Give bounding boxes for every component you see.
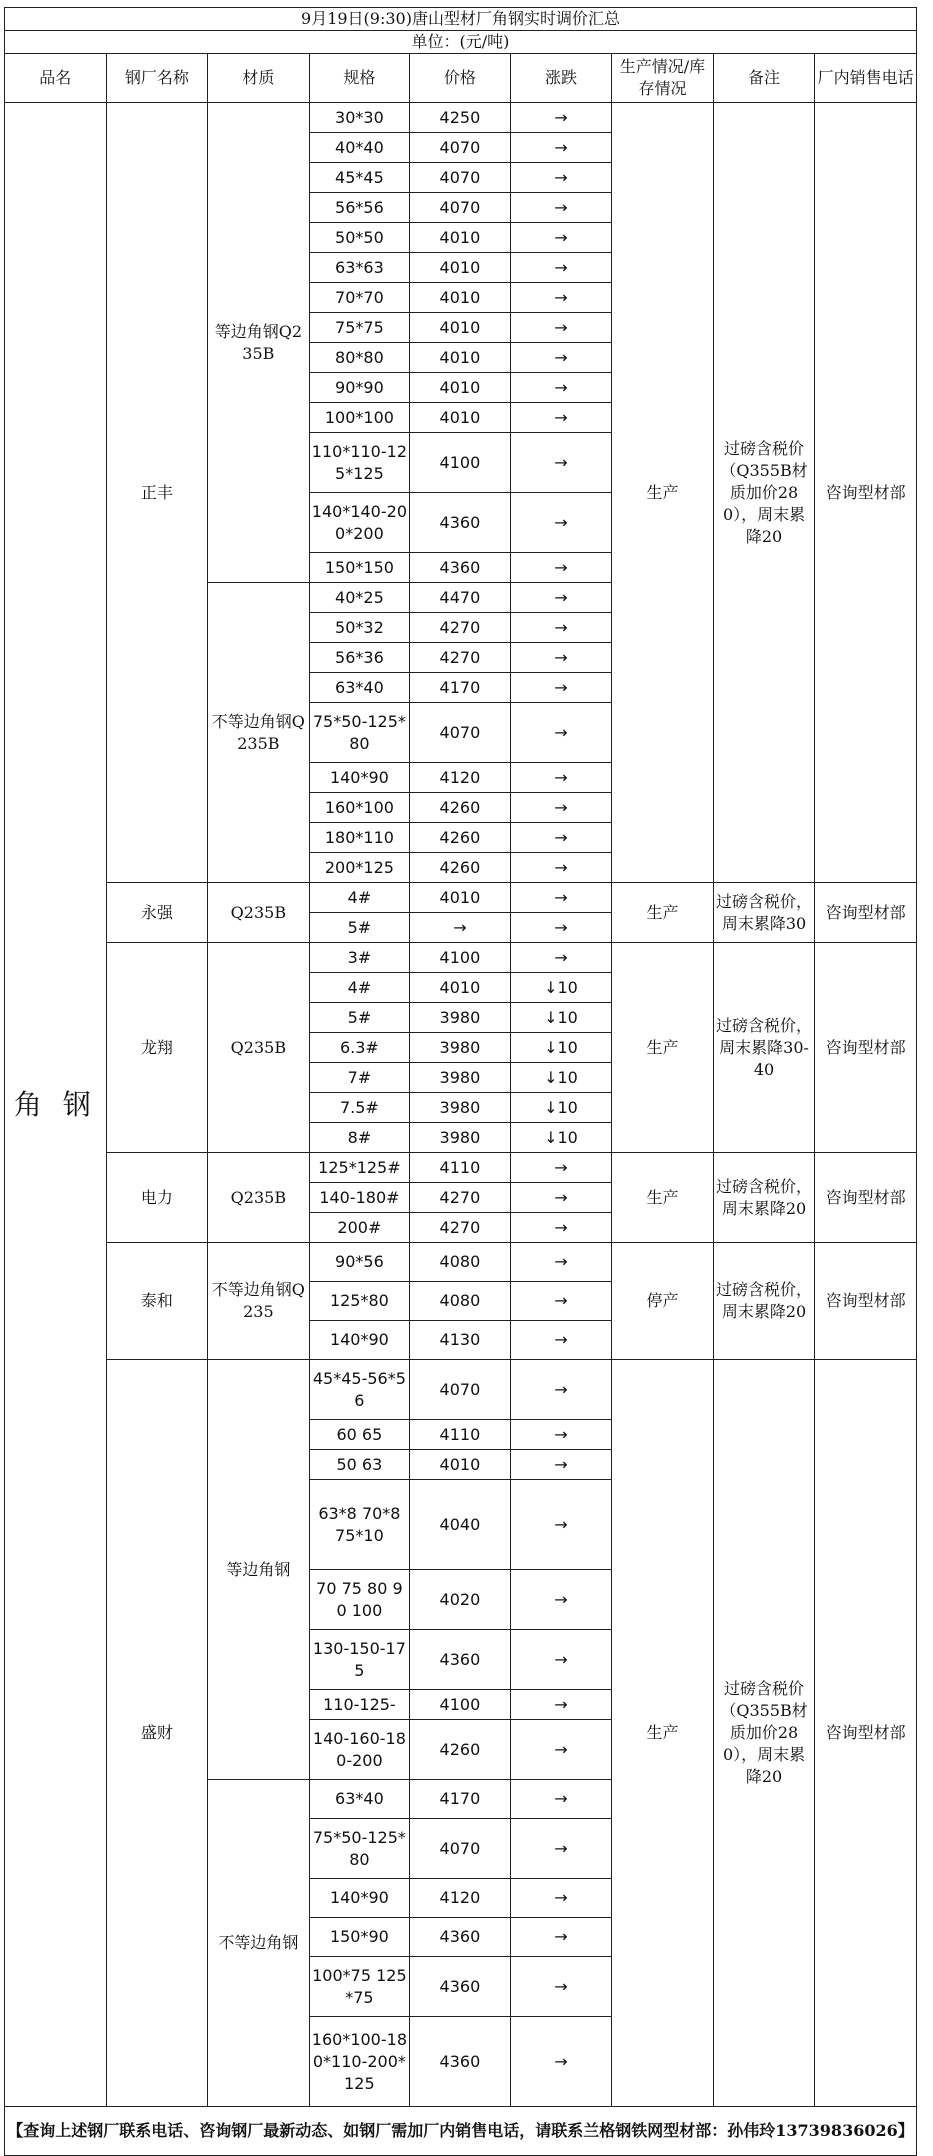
change-cell: → [510,1879,612,1918]
change-cell: → [510,1282,612,1321]
change-cell: → [510,1480,612,1570]
spec-cell: 50*50 [309,223,410,253]
change-cell: → [510,1720,612,1780]
remark-cell: 过磅含税价，周末累降30 [713,883,815,943]
price-cell: 4120 [410,1879,511,1918]
price-cell: 4040 [410,1480,511,1570]
price-cell: 4260 [410,793,511,823]
price-cell: 4080 [410,1282,511,1321]
material-cell: 等边角钢 [208,1360,310,1780]
price-cell: 4120 [410,763,511,793]
unit-label: 单位：(元/吨) [5,31,917,54]
change-cell: → [510,103,612,133]
spec-cell: 160*100-180*110-200*125 [309,2017,410,2107]
status-cell: 生产 [612,883,714,943]
status-cell: 生产 [612,943,714,1153]
change-cell: → [510,613,612,643]
table-row [5,943,917,973]
change-cell: → [510,1957,612,2017]
material-cell: Q235B [208,943,310,1153]
mill-name-cell: 正丰 [106,103,208,883]
spec-cell: 6.3# [309,1033,410,1063]
spec-cell: 60 65 [309,1420,410,1450]
price-cell: 4070 [410,133,511,163]
price-cell: 4270 [410,1213,511,1243]
spec-cell: 63*63 [309,253,410,283]
header-remark: 备注 [713,54,815,103]
mill-name-cell: 永强 [106,883,208,943]
material-cell: 不等边角钢 [208,1780,310,2107]
price-cell: 4110 [410,1420,511,1450]
mill-name-cell: 电力 [106,1153,208,1243]
change-cell: ↓10 [510,1033,612,1063]
price-cell: 4070 [410,703,511,763]
price-cell: 4010 [410,973,511,1003]
price-cell: 4260 [410,823,511,853]
remark-cell: 过磅含税价，周末累降20 [713,1153,815,1243]
material-cell: 等边角钢Q235B [208,103,310,583]
change-cell: → [510,1321,612,1360]
table-row [5,1243,917,1282]
price-cell: 4470 [410,583,511,613]
spec-cell: 5# [309,913,410,943]
price-cell: 4080 [410,1243,511,1282]
spec-cell: 50 63 [309,1450,410,1480]
status-cell: 生产 [612,1360,714,2107]
spec-cell: 8# [309,1123,410,1153]
spec-cell: 200# [309,1213,410,1243]
header-product: 品名 [5,54,107,103]
price-cell: 4010 [410,223,511,253]
table-row [5,1153,917,1183]
price-cell: 4010 [410,373,511,403]
price-cell: 4360 [410,1630,511,1690]
price-cell: 4100 [410,433,511,493]
remark-cell: 过磅含税价（Q355B材质加价280），周末累降20 [713,103,815,883]
phone-cell: 咨询型材部 [815,883,917,943]
spec-cell: 140-180# [309,1183,410,1213]
price-cell: 4360 [410,2017,511,2107]
spec-cell: 150*150 [309,553,410,583]
change-cell: → [510,823,612,853]
change-cell: ↓10 [510,1123,612,1153]
footer-note: 【查询上述钢厂联系电话、咨询钢厂最新动态、如钢厂需加厂内销售电话，请联系兰格钢铁网型材部：孙伟玲13739836026】 [5,2107,917,2156]
spec-cell: 30*30 [309,103,410,133]
spec-cell: 75*50-125*80 [309,1819,410,1879]
price-cell: 4010 [410,343,511,373]
change-cell: ↓10 [510,1093,612,1123]
price-cell: 4360 [410,1918,511,1957]
phone-cell: 咨询型材部 [815,1360,917,2107]
change-cell: → [510,223,612,253]
price-cell: 4070 [410,163,511,193]
spec-cell: 125*125# [309,1153,410,1183]
change-cell: → [510,1570,612,1630]
price-cell: 3980 [410,1003,511,1033]
spec-cell: 100*75 125*75 [309,1957,410,2017]
price-cell: 4130 [410,1321,511,1360]
change-cell: → [510,1918,612,1957]
change-cell: → [510,343,612,373]
price-table [4,7,917,2156]
spec-cell: 4# [309,973,410,1003]
change-cell: → [510,853,612,883]
price-cell: 4070 [410,1819,511,1879]
spec-cell: 160*100 [309,793,410,823]
change-cell: → [510,163,612,193]
price-cell: 3980 [410,1123,511,1153]
phone-cell: 咨询型材部 [815,1243,917,1360]
price-cell: 4010 [410,883,511,913]
header-material: 材质 [208,54,310,103]
change-cell: → [510,1360,612,1420]
change-cell: → [510,283,612,313]
price-cell: 4020 [410,1570,511,1630]
change-cell: → [510,1819,612,1879]
spec-cell: 45*45-56*56 [309,1360,410,1420]
change-cell: → [510,673,612,703]
spec-cell: 70*70 [309,283,410,313]
table-row [5,103,917,133]
change-cell: → [510,943,612,973]
change-cell: → [510,883,612,913]
spec-cell: 40*25 [309,583,410,613]
table-title: 9月19日(9:30)唐山型材厂角钢实时调价汇总 [5,8,917,31]
status-cell: 生产 [612,1153,714,1243]
change-cell: → [510,1420,612,1450]
spec-cell: 5# [309,1003,410,1033]
price-cell: 4270 [410,613,511,643]
price-cell: 4360 [410,553,511,583]
change-cell: → [510,1153,612,1183]
price-cell: 4360 [410,1957,511,2017]
change-cell: → [510,1690,612,1720]
header-status: 生产情况/库存情况 [612,54,714,103]
change-cell: → [510,403,612,433]
price-cell: 4100 [410,1690,511,1720]
spec-cell: 50*32 [309,613,410,643]
price-cell: 4270 [410,1183,511,1213]
price-cell: 4110 [410,1153,511,1183]
mill-name-cell: 泰和 [106,1243,208,1360]
spec-cell: 140*90 [309,763,410,793]
spec-cell: 125*80 [309,1282,410,1321]
remark-cell: 过磅含税价，周末累降20 [713,1243,815,1360]
price-cell: 4070 [410,1360,511,1420]
spec-cell: 56*56 [309,193,410,223]
change-cell: → [510,2017,612,2107]
phone-cell: 咨询型材部 [815,943,917,1153]
product-name-cell: 角 钢 [5,103,107,2107]
change-cell: → [510,133,612,163]
change-cell: → [510,1450,612,1480]
price-cell: 4010 [410,313,511,343]
change-cell: → [510,1780,612,1819]
spec-cell: 140-160-180-200 [309,1720,410,1780]
table-row [5,883,917,913]
price-cell: 4010 [410,283,511,313]
spec-cell: 75*50-125*80 [309,703,410,763]
price-cell: 4360 [410,493,511,553]
price-cell: 4260 [410,853,511,883]
change-cell: → [510,583,612,613]
spec-cell: 110-125- [309,1690,410,1720]
material-cell: 不等边角钢Q235 [208,1243,310,1360]
price-cell: 4100 [410,943,511,973]
change-cell: ↓10 [510,973,612,1003]
price-cell: 4070 [410,193,511,223]
change-cell: → [510,1183,612,1213]
change-cell: → [510,763,612,793]
spec-cell: 7# [309,1063,410,1093]
header-mill: 钢厂名称 [106,54,208,103]
spec-cell: 180*110 [309,823,410,853]
spec-cell: 63*40 [309,1780,410,1819]
price-cell: 4250 [410,103,511,133]
spec-cell: 140*90 [309,1879,410,1918]
price-cell: 4010 [410,403,511,433]
table-row [5,1360,917,1420]
spec-cell: 140*90 [309,1321,410,1360]
change-cell: → [510,1213,612,1243]
change-cell: → [510,913,612,943]
change-cell: → [510,433,612,493]
remark-cell: 过磅含税价，周末累降30-40 [713,943,815,1153]
mill-name-cell: 龙翔 [106,943,208,1153]
price-cell: 4170 [410,673,511,703]
change-cell: → [510,373,612,403]
status-cell: 生产 [612,103,714,883]
spec-cell: 40*40 [309,133,410,163]
spec-cell: 63*40 [309,673,410,703]
price-cell: 3980 [410,1093,511,1123]
price-cell: → [410,913,511,943]
spec-cell: 200*125 [309,853,410,883]
change-cell: → [510,493,612,553]
spec-cell: 110*110-125*125 [309,433,410,493]
table-body [5,103,917,2107]
price-cell: 4270 [410,643,511,673]
spec-cell: 90*90 [309,373,410,403]
spec-cell: 75*75 [309,313,410,343]
change-cell: → [510,703,612,763]
spec-cell: 45*45 [309,163,410,193]
change-cell: → [510,643,612,673]
price-cell: 4260 [410,1720,511,1780]
status-cell: 停产 [612,1243,714,1360]
header-phone: 厂内销售电话 [815,54,917,103]
header-spec: 规格 [309,54,410,103]
spec-cell: 90*56 [309,1243,410,1282]
spec-cell: 56*36 [309,643,410,673]
mill-name-cell: 盛财 [106,1360,208,2107]
spec-cell: 130-150-175 [309,1630,410,1690]
change-cell: → [510,793,612,823]
change-cell: ↓10 [510,1063,612,1093]
material-cell: Q235B [208,883,310,943]
change-cell: → [510,253,612,283]
price-cell: 3980 [410,1063,511,1093]
material-cell: Q235B [208,1153,310,1243]
change-cell: → [510,1243,612,1282]
remark-cell: 过磅含税价（Q355B材质加价280），周末累降20 [713,1360,815,2107]
change-cell: → [510,313,612,343]
spec-cell: 70 75 80 90 100 [309,1570,410,1630]
spec-cell: 4# [309,883,410,913]
change-cell: → [510,1630,612,1690]
spec-cell: 80*80 [309,343,410,373]
price-cell: 4010 [410,253,511,283]
phone-cell: 咨询型材部 [815,1153,917,1243]
change-cell: → [510,193,612,223]
material-cell: 不等边角钢Q235B [208,583,310,883]
change-cell: ↓10 [510,1003,612,1033]
spec-cell: 63*8 70*8 75*10 [309,1480,410,1570]
spec-cell: 150*90 [309,1918,410,1957]
header-price: 价格 [410,54,511,103]
spec-cell: 140*140-200*200 [309,493,410,553]
price-cell: 3980 [410,1033,511,1063]
price-cell: 4170 [410,1780,511,1819]
price-cell: 4010 [410,1450,511,1480]
spec-cell: 3# [309,943,410,973]
phone-cell: 咨询型材部 [815,103,917,883]
header-change: 涨跌 [510,54,612,103]
change-cell: → [510,553,612,583]
spec-cell: 7.5# [309,1093,410,1123]
spec-cell: 100*100 [309,403,410,433]
